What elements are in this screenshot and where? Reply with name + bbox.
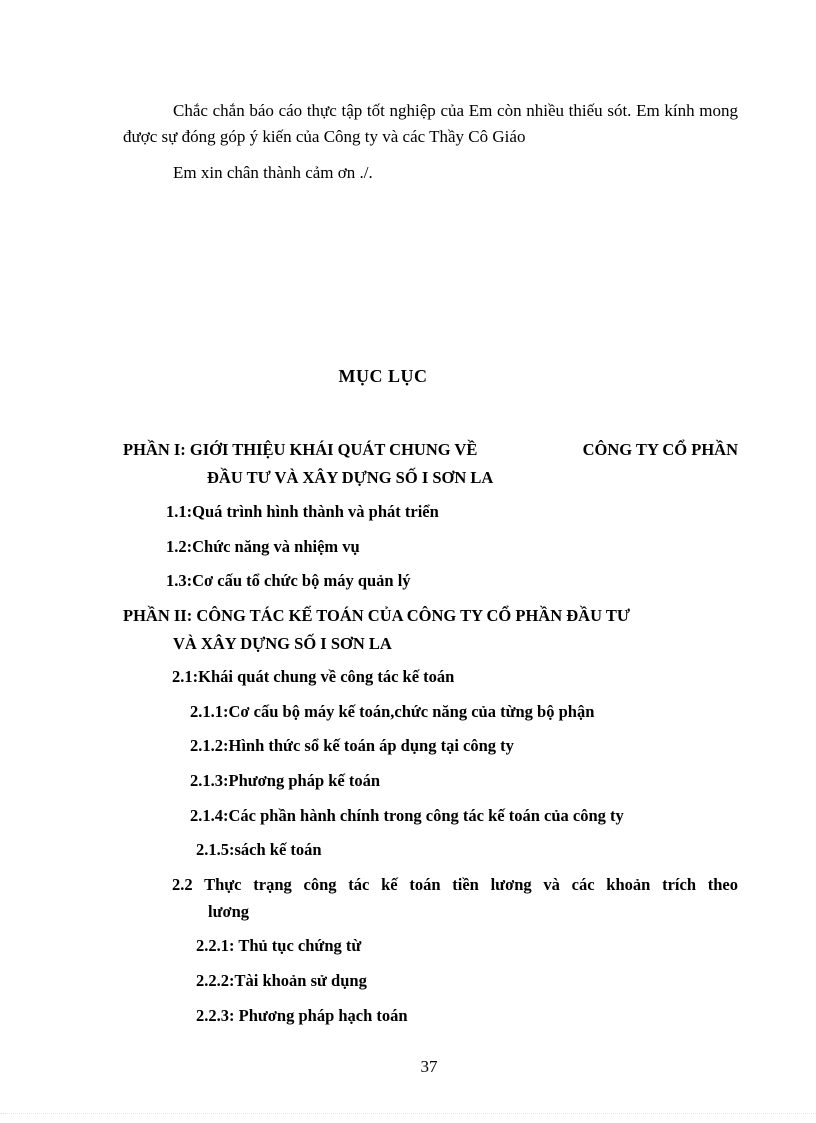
toc-item-2-1-5: 2.1.5:sách kế toán xyxy=(196,840,322,859)
toc-item-2-2-line-1: 2.2 Thực trạng công tác kế toán tiền lương và các khoản trích theo xyxy=(172,875,738,894)
toc-item-2-1-4: 2.1.4:Các phần hành chính trong công tác kế toán của công ty xyxy=(190,806,624,825)
toc-item-2-1-1: 2.1.1:Cơ cấu bộ máy kế toán,chức năng của từng bộ phận xyxy=(190,702,595,721)
footer-divider xyxy=(0,1113,816,1114)
toc-item-2-1-2: 2.1.2:Hình thức sổ kế toán áp dụng tại công ty xyxy=(190,736,514,755)
intro-paragraph-1: Chắc chắn báo cáo thực tập tốt nghiệp của Em còn nhiều thiếu sót. Em kính mong được sự đóng góp ý kiến của Công ty và các Thầy Cô Giáo xyxy=(123,101,738,146)
toc-part-1-line-1-right: CÔNG TY CỔ PHẦN xyxy=(582,440,738,459)
toc-item-2-2-2: 2.2.2:Tài khoản sử dụng xyxy=(196,971,367,990)
toc-item-2-2-line-2: lương xyxy=(208,902,250,921)
toc-part-1 xyxy=(123,436,738,492)
toc-item-2-2-1: 2.2.1: Thủ tục chứng từ xyxy=(196,936,362,955)
toc-part-1-line-2: ĐẦU TƯ VÀ XÂY DỰNG SỐ I SƠN LA xyxy=(207,468,494,487)
toc-item-1-3: 1.3:Cơ cấu tổ chức bộ máy quản lý xyxy=(166,571,411,590)
toc-part-1-line-1-left: PHẦN I: GIỚI THIỆU KHÁI QUÁT CHUNG VỀ xyxy=(123,440,478,459)
toc-item-2-1: 2.1:Khái quát chung về công tác kế toán xyxy=(172,667,455,686)
page-number: 37 xyxy=(420,1057,438,1076)
toc-item-1-1: 1.1:Quá trình hình thành và phát triển xyxy=(166,502,439,521)
toc-item-2-2-3: 2.2.3: Phương pháp hạch toán xyxy=(196,1006,408,1025)
toc-part-2 xyxy=(123,602,738,658)
toc-part-2-line-1: PHẦN II: CÔNG TÁC KẾ TOÁN CỦA CÔNG TY CỔ PHẦN ĐẦU TƯ xyxy=(123,606,630,625)
intro-paragraph-2: Em xin chân thành cảm ơn ./. xyxy=(173,163,373,182)
toc-part-2-line-2: VÀ XÂY DỰNG SỐ I SƠN LA xyxy=(173,634,392,653)
toc-item-1-2: 1.2:Chức năng và nhiệm vụ xyxy=(166,537,360,556)
toc-title: MỤC LỤC xyxy=(338,366,428,386)
toc-item-2-1-3: 2.1.3:Phương pháp kế toán xyxy=(190,771,381,790)
